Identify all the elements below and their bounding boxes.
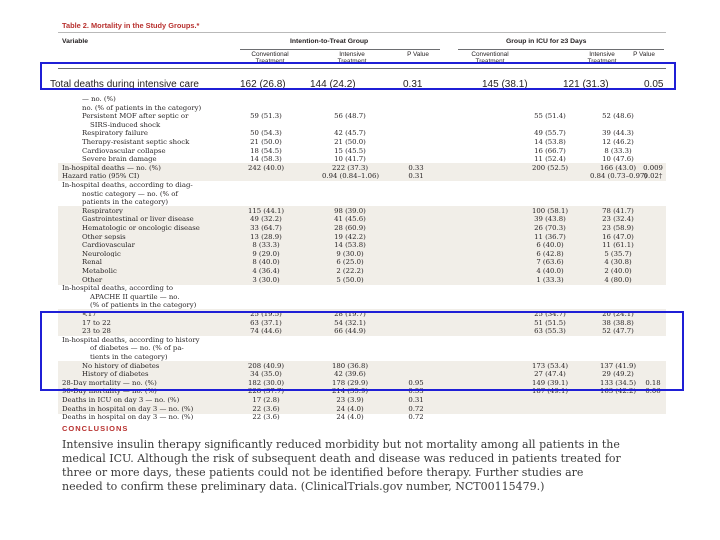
- row-cell: 28 (60.9): [334, 224, 366, 232]
- row-label: Other sepsis: [82, 232, 126, 241]
- row-label: Respiratory: [82, 206, 123, 215]
- row-cell: 23 (32.4): [602, 215, 634, 224]
- row-cell: 24 (4.0): [336, 413, 364, 422]
- row-cell: 49 (55.7): [534, 129, 566, 138]
- row-cell: 228 (37.7): [247, 387, 285, 396]
- row-cell: 0.95: [408, 378, 424, 387]
- table-row: [58, 147, 666, 155]
- row-label: Renal: [82, 258, 103, 267]
- table-row: [58, 104, 666, 112]
- total-deaths-conv-itt: 162 (26.8): [240, 79, 286, 90]
- row-label: Severe brain damage: [82, 155, 157, 164]
- row-label: Gastrointestinal or liver disease: [82, 215, 194, 224]
- col-header-p-itt: P Value: [407, 51, 429, 58]
- highlight-box-diabetes-mortality: [40, 311, 684, 391]
- icu3-header-rule: [458, 49, 664, 50]
- row-cell: 3 (30.0): [252, 275, 280, 284]
- row-cell: 2 (22.2): [336, 267, 364, 275]
- row-cell: 0.31: [408, 172, 424, 181]
- row-label: In-hospital deaths — no. (%): [62, 163, 161, 172]
- row-cell: 182 (30.0): [247, 378, 285, 387]
- row-cell: 18 (54.5): [250, 146, 282, 155]
- row-cell: 24 (4.0): [336, 404, 364, 413]
- row-label: Deaths in hospital on day 3 — no. (%): [62, 413, 194, 422]
- row-cell: 34 (35.0): [250, 370, 282, 379]
- row-cell: 11 (61.1): [602, 241, 634, 250]
- variable-header: Variable: [62, 38, 89, 45]
- row-cell: 52 (48.6): [602, 112, 634, 121]
- total-deaths-p-icu3: 0.05: [644, 79, 664, 90]
- row-label: Deaths in hospital on day 3 — no. (%): [62, 404, 194, 413]
- table-row: [58, 112, 666, 120]
- row-label: In-hospital deaths, according to: [62, 284, 174, 293]
- row-cell: 100 (58.1): [531, 206, 569, 215]
- row-cell: 200 (52.5): [531, 163, 569, 172]
- row-cell: 8 (33.3): [252, 241, 280, 250]
- row-cell: 14 (53.8): [334, 241, 366, 250]
- row-cell: 42 (39.6): [334, 370, 366, 379]
- row-label: Persistent MOF after septic or: [82, 112, 189, 121]
- row-cell: 0.009: [643, 163, 663, 172]
- row-cell: 0.31: [408, 396, 424, 404]
- row-cell: 42 (45.7): [334, 129, 366, 138]
- total-deaths-int-icu3: 121 (31.3): [563, 79, 609, 90]
- row-cell: 2 (40.0): [604, 267, 632, 275]
- row-label: Respiratory failure: [82, 129, 148, 138]
- row-cell: 11 (52.4): [534, 155, 566, 164]
- table-row: [58, 121, 666, 129]
- row-cell: 39 (43.8): [534, 215, 566, 224]
- row-cell: 78 (41.7): [602, 206, 634, 215]
- row-cell: 21 (50.0): [334, 138, 366, 146]
- table-row: [58, 129, 666, 137]
- row-cell: 9 (29.0): [252, 249, 280, 258]
- col-header-conv-itt: Conventional Treatment: [251, 51, 289, 65]
- row-label: Neurologic: [82, 249, 121, 258]
- row-cell: 12 (46.2): [602, 138, 634, 146]
- row-cell: 74 (44.6): [250, 327, 282, 336]
- row-cell: 63 (55.3): [534, 327, 566, 336]
- row-cell: 23 (3.9): [336, 396, 364, 404]
- row-cell: 163 (42.2): [599, 387, 637, 396]
- row-cell: 66 (44.9): [334, 327, 366, 336]
- row-cell: 4 (80.0): [604, 275, 632, 284]
- row-label: Cardiovascular collapse: [82, 146, 166, 155]
- row-cell: 14 (58.3): [250, 155, 282, 164]
- row-cell: 0.94 (0.84–1.06): [322, 172, 380, 181]
- table-title-bar: [58, 18, 666, 33]
- total-deaths-label: Total deaths during intensive care: [50, 79, 199, 90]
- row-cell: 242 (40.0): [247, 163, 285, 172]
- total-deaths-conv-icu3: 145 (38.1): [482, 79, 528, 90]
- row-cell: 0.84 (0.73–0.97): [590, 172, 648, 181]
- row-cell: 98 (39.0): [334, 206, 366, 215]
- itt-group-header: Intention-to-Treat Group: [290, 38, 369, 45]
- row-cell: 0.53: [408, 387, 424, 396]
- col-header-p-icu3: P Value: [633, 51, 655, 58]
- row-cell: 56 (48.7): [334, 112, 366, 121]
- row-cell: 54 (32.1): [334, 318, 366, 327]
- row-cell: 13 (28.9): [250, 232, 282, 241]
- row-cell: 26 (70.3): [534, 224, 566, 232]
- row-label: Therapy-resistant septic shock: [82, 138, 190, 146]
- table-row: [58, 413, 666, 421]
- row-cell: 28 (19.7): [334, 310, 366, 318]
- table-row: [58, 138, 666, 146]
- row-cell: 63 (37.1): [250, 318, 282, 327]
- table-row: [58, 405, 666, 413]
- row-label: patients in the category): [82, 198, 169, 207]
- row-cell: 0.33: [408, 163, 424, 172]
- col-header-int-itt: Intensive Treatment: [337, 51, 367, 65]
- row-cell: 17 (2.8): [252, 396, 280, 404]
- row-cell: 5 (50.0): [336, 275, 364, 284]
- row-label: In-hospital deaths, according to diag-: [62, 181, 193, 189]
- row-cell: 173 (53.4): [531, 361, 569, 370]
- row-cell: 25 (34.7): [534, 310, 566, 318]
- row-cell: 27 (47.4): [534, 370, 566, 379]
- row-label: Deaths in ICU on day 3 — no. (%): [62, 396, 180, 404]
- row-label: tients in the category): [90, 353, 168, 361]
- row-cell: 15 (45.5): [334, 146, 366, 155]
- row-label: History of diabetes: [82, 370, 149, 379]
- row-cell: 115 (44.1): [247, 206, 285, 215]
- row-cell: 0.06: [645, 387, 661, 396]
- row-cell: 214 (35.9): [331, 387, 369, 396]
- row-label: Other: [82, 275, 103, 284]
- row-label: Metabolic: [82, 267, 117, 275]
- row-cell: 133 (34.5): [599, 378, 637, 387]
- table-row: [58, 181, 666, 189]
- row-label: 23 to 28: [82, 327, 111, 336]
- row-cell: 10 (47.6): [602, 155, 634, 164]
- row-cell: 8 (40.0): [252, 258, 280, 267]
- itt-header-rule: [240, 49, 440, 50]
- row-cell: 6 (25.0): [336, 258, 364, 267]
- row-cell: 7 (63.6): [536, 258, 564, 267]
- row-label: <17: [82, 310, 97, 318]
- row-label: No history of diabetes: [82, 361, 160, 370]
- row-label: Hematologic or oncologic disease: [82, 224, 200, 232]
- row-cell: 29 (49.2): [602, 370, 634, 379]
- row-cell: 149 (39.1): [531, 378, 569, 387]
- row-cell: 59 (51.3): [250, 112, 282, 121]
- row-cell: 0.72: [408, 404, 424, 413]
- row-cell: 20 (24.1): [602, 310, 634, 318]
- row-cell: 8 (33.3): [604, 146, 632, 155]
- row-cell: 0.18: [645, 378, 661, 387]
- row-label: no. (% of patients in the category): [82, 103, 202, 112]
- row-cell: 39 (44.3): [602, 129, 634, 138]
- row-cell: 4 (30.8): [604, 258, 632, 267]
- row-label: — no. (%): [82, 95, 116, 103]
- row-cell: 5 (35.7): [604, 249, 632, 258]
- row-cell: 55 (51.4): [534, 112, 566, 121]
- row-cell: 25 (19.5): [250, 310, 282, 318]
- row-label: 90-Day mortality — no. (%): [62, 387, 157, 396]
- row-cell: 10 (41.7): [334, 155, 366, 164]
- row-cell: 166 (43.0): [599, 163, 637, 172]
- row-label: Hazard ratio (95% CI): [62, 172, 140, 181]
- row-cell: 38 (38.8): [602, 318, 634, 327]
- table-row: [58, 172, 666, 180]
- row-label: SIRS-induced shock: [90, 120, 161, 129]
- row-label: nostic category — no. (% of: [82, 189, 178, 198]
- row-cell: 22 (3.6): [252, 413, 280, 422]
- row-cell: 1 (33.3): [536, 275, 564, 284]
- row-label: 28-Day mortality — no. (%): [62, 378, 157, 387]
- row-cell: 208 (40.9): [247, 361, 285, 370]
- table-row: [58, 276, 666, 284]
- row-label: of diabetes — no. (% of pa-: [90, 344, 184, 353]
- table-row: [58, 95, 666, 103]
- row-cell: 187 (49.1): [531, 387, 569, 396]
- row-cell: 4 (36.4): [252, 267, 280, 275]
- conclusions-heading: CONCLUSIONS: [62, 424, 129, 433]
- row-cell: 16 (47.0): [602, 232, 634, 241]
- row-label: Cardiovascular: [82, 241, 135, 250]
- row-cell: 49 (32.2): [250, 215, 282, 224]
- row-cell: 19 (42.2): [334, 232, 366, 241]
- row-cell: 0.02†: [643, 172, 663, 181]
- table-row: [58, 293, 666, 301]
- table-row: [58, 284, 666, 292]
- row-cell: 9 (30.0): [336, 249, 364, 258]
- row-cell: 16 (66.7): [534, 146, 566, 155]
- row-cell: 21 (50.0): [250, 138, 282, 146]
- row-label: In-hospital deaths, according to history: [62, 335, 200, 344]
- row-cell: 4 (40.0): [536, 267, 564, 275]
- col-header-int-icu3: Intensive Treatment: [587, 51, 617, 65]
- row-label: (% of patients in the category): [90, 301, 197, 310]
- row-cell: 178 (29.9): [331, 378, 369, 387]
- row-cell: 41 (45.6): [334, 215, 366, 224]
- total-deaths-p-itt: 0.31: [403, 79, 423, 90]
- row-cell: 11 (36.7): [534, 232, 566, 241]
- row-cell: 180 (36.8): [331, 361, 369, 370]
- row-label: APACHE II quartile — no.: [90, 292, 180, 301]
- col-header-conv-icu3: Conventional Treatment: [471, 51, 509, 65]
- row-label: 17 to 22: [82, 318, 111, 327]
- row-cell: 50 (54.3): [250, 129, 282, 138]
- icu3-group-header: Group in ICU for ≥3 Days: [506, 38, 587, 45]
- row-cell: 222 (37.3): [331, 163, 369, 172]
- table-row: [58, 190, 666, 198]
- conclusions-text: Intensive insulin therapy significantly reduced morbidity but not mortality among all patients in the medical ICU. Although the risk of subsequent death and disease was reduced in patients treated for three or more days, these patients could not be identified before therapy. Further studies are needed to confirm these preliminary data. (ClinicalTrials.gov number, NCT00115479.): [62, 438, 621, 493]
- row-cell: 51 (51.5): [534, 318, 566, 327]
- row-cell: 22 (3.6): [252, 404, 280, 413]
- row-cell: 6 (40.0): [536, 241, 564, 250]
- row-cell: 0.72: [408, 413, 424, 422]
- row-cell: 23 (58.9): [602, 224, 634, 232]
- row-cell: 14 (53.8): [534, 138, 566, 146]
- highlight-box-total-deaths: [40, 62, 676, 90]
- row-cell: 52 (47.7): [602, 327, 634, 336]
- row-cell: 137 (41.9): [599, 361, 637, 370]
- row-cell: 33 (64.7): [250, 224, 282, 232]
- table-title: Table 2. Mortality in the Study Groups.*: [62, 21, 200, 30]
- row-cell: 6 (42.8): [536, 249, 564, 258]
- total-deaths-int-itt: 144 (24.2): [310, 79, 356, 90]
